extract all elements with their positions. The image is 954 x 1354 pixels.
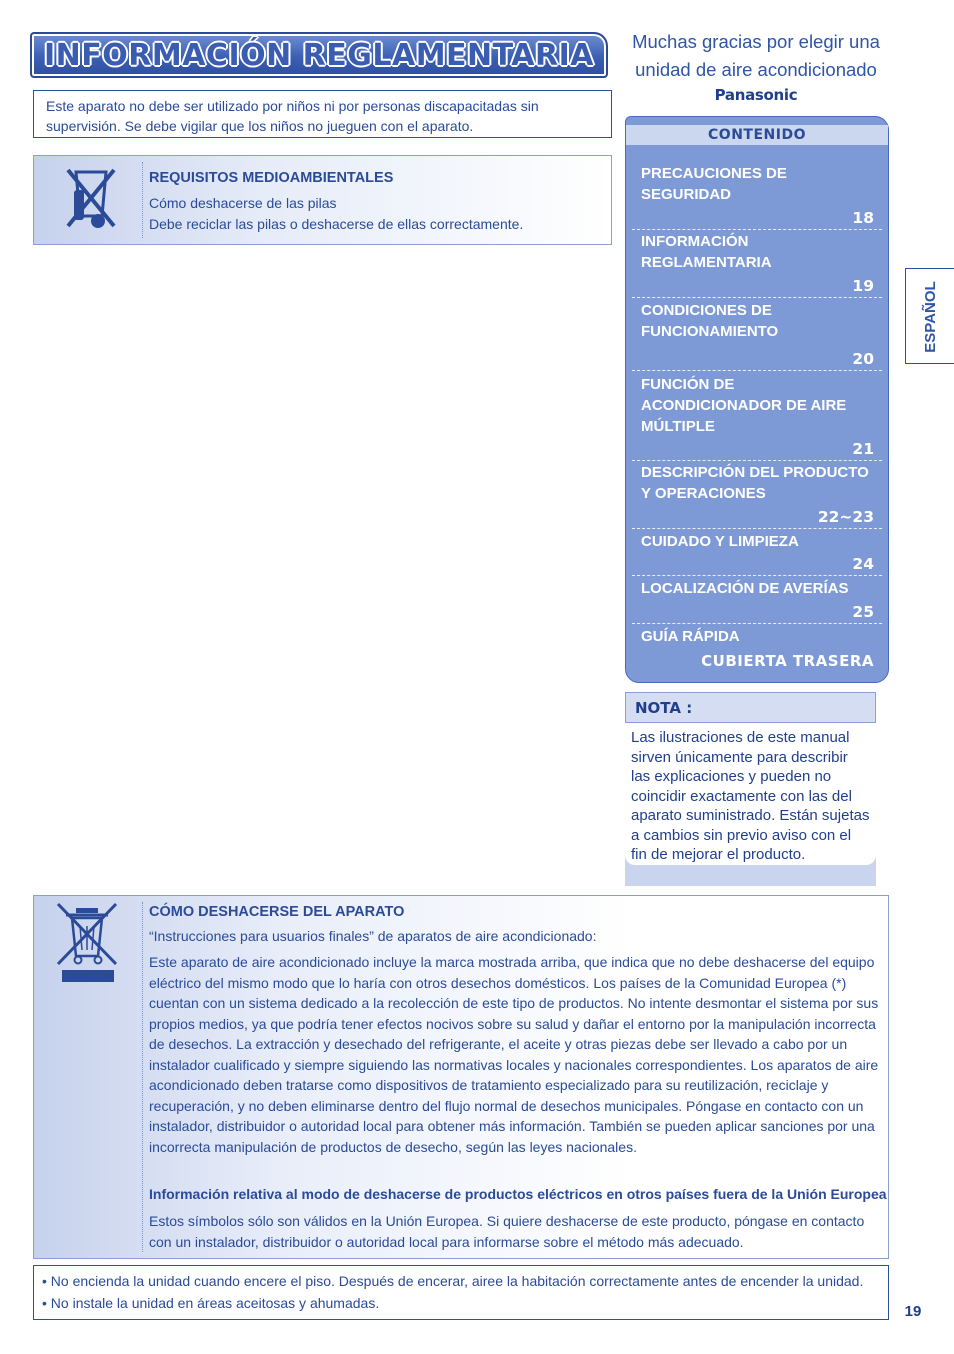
- table-of-contents: [625, 116, 889, 683]
- toc-item-label: LOCALIZACIÓN DE AVERÍAS: [641, 580, 849, 597]
- toc-item-label: INFORMACIÓN REGLAMENTARIA: [641, 233, 772, 271]
- toc-item-page: 19: [852, 277, 874, 295]
- toc-item-label: CONDICIONES DE FUNCIONAMIENTO: [641, 302, 779, 340]
- battery-line-2: Debe reciclar las pilas o deshacerse de ellas correctamente.: [149, 215, 524, 232]
- nota-header: [625, 692, 876, 723]
- language-label: ESPAÑOL: [922, 281, 939, 353]
- toc-item-averias[interactable]: [632, 578, 882, 624]
- toc-item-page: 21: [852, 440, 874, 458]
- thanks-line-2: unidad de aire acondicionado: [635, 59, 877, 80]
- toc-item-label: CUIDADO Y LIMPIEZA: [641, 533, 799, 550]
- nota-box: [625, 723, 876, 886]
- toc-item-page: 18: [852, 209, 874, 227]
- nota-text: Las ilustraciones de este manual sirven únicamente para describir las explicaciones y pueden no coincidir exactamente con las del aparato suministrado. Están sujetas a cambios sin previo aviso con el fin de mejorar el producto.: [631, 729, 870, 863]
- toc-item-label: GUÍA RÁPIDA: [641, 628, 740, 645]
- toc-item-page: CUBIERTA TRASERA: [701, 652, 874, 670]
- battery-heading: REQUISITOS MEDIOAMBIENTALES: [149, 170, 394, 186]
- toc-item-precauciones[interactable]: [632, 163, 882, 230]
- appliance-disposal-box: [33, 895, 889, 1259]
- non-eu-heading: Información relativa al modo de deshacerse de productos eléctricos en otros países fuera de la Unión Europea: [149, 1186, 887, 1202]
- toc-item-page: 25: [852, 603, 874, 621]
- contents-heading: CONTENIDO: [708, 127, 806, 143]
- thanks-message: [622, 28, 890, 84]
- battery-disposal-box: [33, 155, 612, 245]
- contents-header: [626, 125, 888, 145]
- thanks-line-1: Muchas gracias por elegir una: [632, 31, 880, 52]
- usage-notes-box: [33, 1265, 889, 1320]
- toc-item-label: DESCRIPCIÓN DEL PRODUCTO Y OPERACIONES: [641, 464, 869, 502]
- non-eu-body: Estos símbolos sólo son válidos en la Unión Europea. Si quiere deshacerse de este producto, póngase en contacto con un instalador, distribuidor o autoridad local para informarse sobre el método más adecuado.: [149, 1213, 865, 1250]
- battery-text: [149, 193, 604, 234]
- toc-item-page: 20: [852, 350, 874, 368]
- toc-item-cuidado[interactable]: [632, 531, 882, 576]
- language-tab: [905, 268, 954, 364]
- toc-item-descripcion[interactable]: [632, 462, 882, 529]
- toc-item-informacion[interactable]: [632, 231, 882, 298]
- crossed-wheelie-bin-icon: [56, 902, 120, 984]
- title-banner: [30, 32, 608, 78]
- toc-item-guia[interactable]: [632, 626, 882, 672]
- toc-item-condiciones[interactable]: [632, 300, 882, 371]
- divider: [142, 902, 143, 1252]
- toc-item-page: 22~23: [817, 508, 874, 526]
- disposal-heading: CÓMO DESHACERSE DEL APARATO: [149, 904, 405, 920]
- warning-line-1: Este aparato no debe ser utilizado por niños ni por personas discapacitadas sin: [46, 98, 539, 114]
- note-item: • No encienda la unidad cuando encere el piso. Después de encerar, airee la habitación correctamente antes de encender la unidad.: [42, 1273, 864, 1289]
- nota-heading: NOTA :: [635, 699, 693, 717]
- brand-logo: Panasonic: [714, 86, 798, 104]
- disposal-body: Este aparato de aire acondicionado incluye la marca mostrada arriba, que indica que no debe deshacerse del equipo eléctrico del mismo modo que lo haría con otros desechos domésticos. Los países de la Comunidad Europea (*) cuentan con un sistema dedicado a la recolección de este tipo de productos. No intente desmontar el sistema por sus propios medios, ya que podría tener efectos nocivos sobre su salud y dañar el entorno por la manipulación incorrecta de desechos. La extracción y desechado del refrigerante, el aceite y otras piezas debe ser llevado a cabo por un instalador cualificado y siempre siguiendo las normativas locales y nacionales correspondientes. Los aparatos de aire acondicionado deben tratarse como dispositivos de tratamiento especializado para su reutilización, reciclaje y recuperación, y no deben eliminarse dentro del flujo normal de desechos municipales. Póngase en contacto con un instalador, distribuidor o autoridad local para obtener más información. También se pueden aplicar sanciones por una incorrecta manipulación de productos de desecho, según las leyes nacionales.: [149, 954, 879, 1155]
- toc-item-multiple[interactable]: [632, 374, 882, 461]
- crossed-battery-bin-icon: [64, 166, 118, 232]
- battery-line-1: Cómo deshacerse de las pilas: [149, 195, 337, 211]
- page-number: 19: [904, 1303, 922, 1320]
- toc-item-label: PRECAUCIONES DE SEGURIDAD: [641, 165, 787, 203]
- nota-panel: [625, 723, 876, 865]
- disposal-subtitle: “Instrucciones para usuarios finales” de aparatos de aire acondicionado:: [149, 928, 597, 944]
- page-title: INFORMACIÓN REGLAMENTARIA: [43, 37, 594, 73]
- children-warning-box: [33, 90, 612, 138]
- toc-item-page: 24: [852, 555, 874, 573]
- divider: [142, 162, 143, 238]
- note-item: • No instale la unidad en áreas aceitosas y ahumadas.: [42, 1294, 380, 1311]
- warning-line-2: supervisión. Se debe vigilar que los niños no jueguen con el aparato.: [46, 118, 474, 134]
- toc-item-label: FUNCIÓN DE ACONDICIONADOR DE AIRE MÚLTIPLE: [641, 376, 847, 435]
